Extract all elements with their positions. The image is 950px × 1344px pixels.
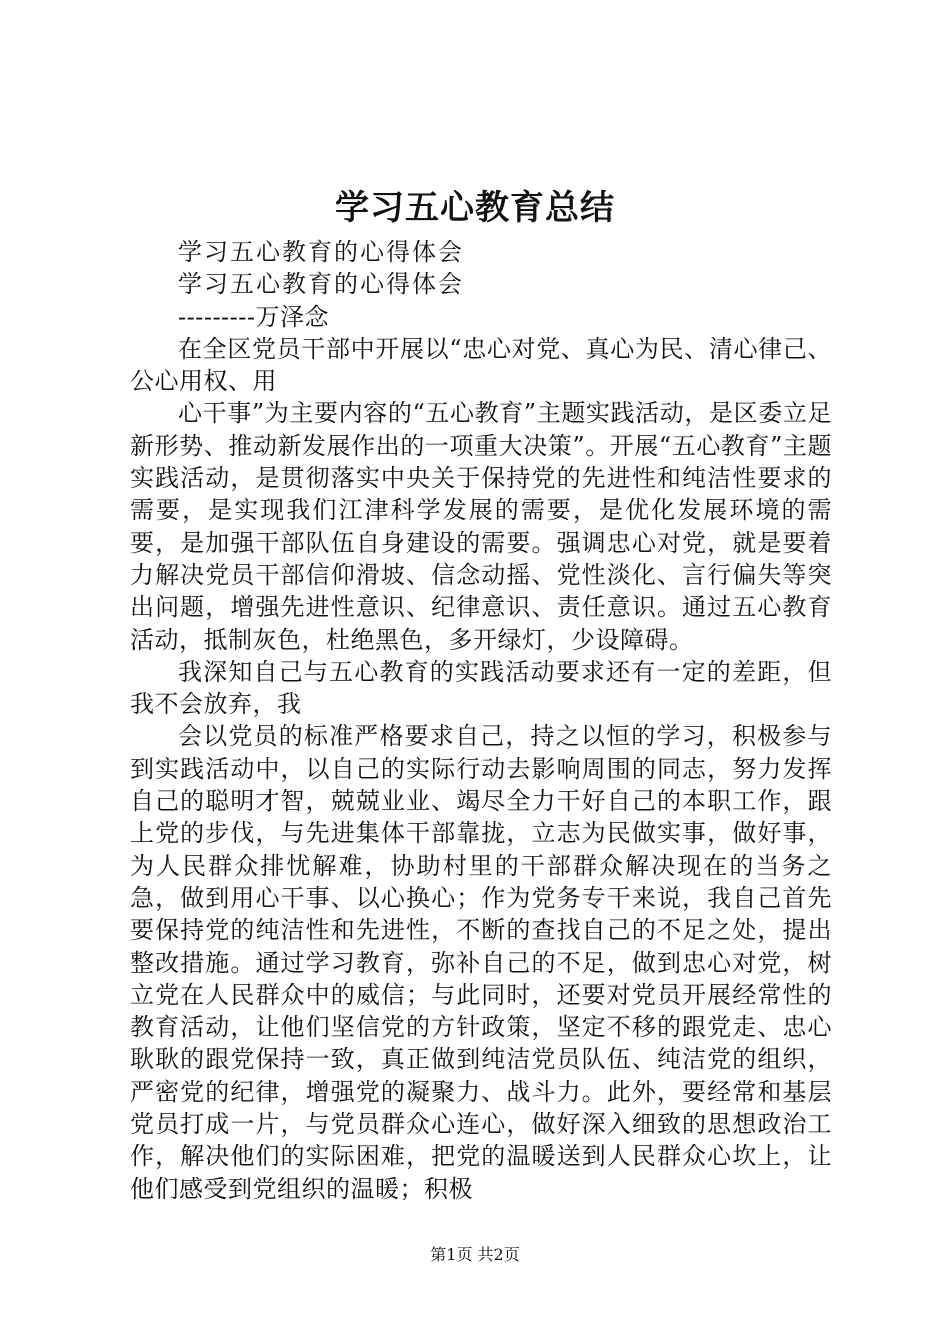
author-line: ---------万泽念 <box>178 302 329 331</box>
document-title: 学习五心教育总结 <box>335 188 615 228</box>
body-paragraph: 会以党员的标准严格要求自己，持之以恒的学习，积极参与到实践活动中，以自己的实际行动去影响周围的同志，努力发挥自己的聪明才智，兢兢业业、竭尽全力干好自己的本职工作，跟上党的步伐，与先进集体干部靠拢，立志为民做实事，做好事，为人民群众排忧解难，协助村里的干部群众解决现在的当务之急，做到用心干事、以心换心；作为党务专干来说，我自己首先要保持党的纯洁性和先进性，不断的查找自己的不足之处，提出整改措施。通过学习教育，弥补自己的不足，做到忠心对党，树立党在人民群众中的威信；与此同时，还要对党员开展经常性的教育活动，让他们坚信党的方针政策，坚定不移的跟党走、忠心耿耿的跟党保持一致，真正做到纯洁党员队伍、纯洁党的组织，严密党的纪律，增强党的凝聚力、战斗力。此外，要经常和基层党员打成一片，与党员群众心连心，做好深入细致的思想政治工作，解决他们的实际困难，把党的温暖送到人民群众心坎上，让他们感受到党组织的温暖；积极 <box>130 722 832 1203</box>
subtitle-line: 学习五心教育的心得体会 <box>178 270 464 299</box>
page-footer: 第1页 共2页 <box>430 1245 520 1264</box>
body-paragraph: 我深知自己与五心教育的实践活动要求还有一定的差距，但我不会放弃，我 <box>130 657 832 719</box>
document-body <box>130 236 832 1205</box>
subtitle-line: 学习五心教育的心得体会 <box>178 238 464 266</box>
body-paragraph: 心干事”为主要内容的“五心教育”主题实践活动，是区委立足新形势、推动新发展作出的一项重大决策”。开展“五心教育”主题实践活动，是贯彻落实中央关于保持党的先进性和纯洁性要求的需要，是实现我们江津科学发展的需要，是优化发展环境的需要，是加强干部队伍自身建设的需要。强调忠心对党，就是要着力解决党员干部信仰滑坡、信念动摇、党性淡化、言行偏失等突出问题，增强先进性意识、纪律意识、责任意识。通过五心教育活动，抵制灰色，杜绝黑色，多开绿灯，少设障碍。 <box>130 399 832 654</box>
body-paragraph: 在全区党员干部中开展以“忠心对党、真心为民、清心律己、公心用权、用 <box>130 334 832 396</box>
